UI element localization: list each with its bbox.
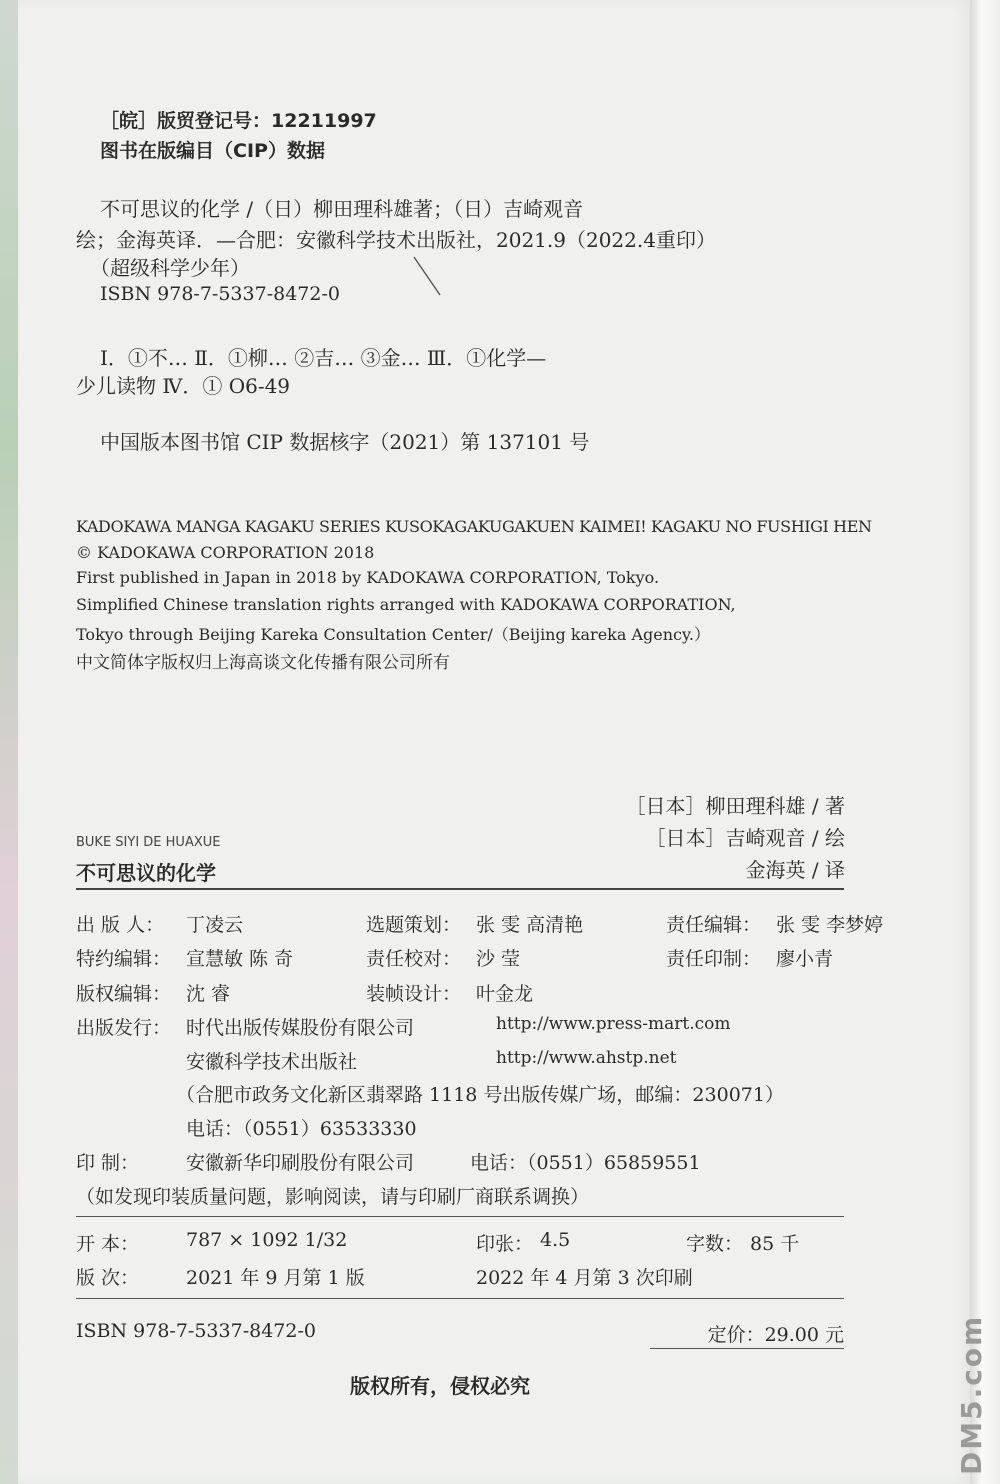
impression-value: 2022 年 4 月第 3 次印刷 [476, 1267, 693, 1289]
print-resp-name: 廖小青 [776, 948, 834, 970]
publisher-address: （合肥市政务文化新区翡翠路 1118 号出版传媒广场，邮编：230071） [176, 1084, 784, 1106]
special-editor-label: 特约编辑： [76, 948, 172, 970]
chinese-rights: 中文简体字版权归上海高谈文化传播有限公司所有 [76, 653, 450, 673]
special-editor-names: 宣慧敏 陈 奇 [186, 948, 294, 970]
translation-rights-2: Tokyo through Beijing Kareka Consultation Center/（Beijing kareka Agency.） [76, 625, 711, 644]
format-label: 开 本： [76, 1233, 140, 1255]
printer-name: 安徽新华印刷股份有限公司 [186, 1152, 415, 1174]
publisher-phone: 电话：（0551）63533330 [186, 1118, 417, 1140]
cip-classification-1: Ⅰ．①不… Ⅱ．①柳… ②吉… ③金… Ⅲ．①化学— [100, 346, 547, 370]
proof-label: 责任校对： [366, 948, 462, 970]
translator-credit: 金海英 / 译 [745, 858, 845, 882]
copyright-editor-name: 沈 睿 [186, 983, 231, 1005]
proof-name: 沙 莹 [476, 948, 521, 970]
copyright-editor-label: 版权编辑： [76, 983, 172, 1005]
words-value: 85 千 [750, 1233, 800, 1255]
design-label: 装帧设计： [366, 983, 462, 1005]
publisher-name: 丁凌云 [186, 914, 244, 936]
edition-label: 版 次： [76, 1267, 140, 1289]
words-label: 字数： [686, 1233, 744, 1255]
quality-note: （如发现印装质量问题，影响阅读，请与印刷厂商联系调换） [76, 1186, 590, 1208]
specs-rule-top [76, 1216, 844, 1217]
book-title: 不可思议的化学 [76, 861, 216, 885]
original-series-title: KADOKAWA MANGA KAGAKU SERIES KUSOKAGAKUGAKUEN KAIMEI! KAGAKU NO FUSHIGI HEN [76, 517, 872, 536]
publisher-url: http://www.ahstp.net [496, 1048, 677, 1068]
printer-phone: 电话：（0551）65859551 [470, 1152, 701, 1174]
sheets-value: 4.5 [540, 1229, 571, 1251]
cip-record-number: 中国版本图书馆 CIP 数据核字（2021）第 137101 号 [100, 430, 590, 454]
cip-line-1: 不可思议的化学 /（日）柳田理科雄著；（日）吉崎观音 [100, 197, 584, 221]
cip-line-2: 绘；金海英译．—合肥：安徽科学技术出版社，2021.9（2022.4重印） [76, 228, 716, 252]
copyright-warning: 版权所有，侵权必究 [350, 1374, 530, 1398]
format-value: 787 × 1092 1/32 [186, 1229, 348, 1251]
distributor-name: 时代出版传媒股份有限公司 [186, 1017, 415, 1039]
page-gutter [970, 0, 1000, 1484]
registration-number: ［皖］版贸登记号：12211997 [100, 110, 377, 132]
print-resp-label: 责任印制： [666, 948, 762, 970]
footer-isbn: ISBN 978-7-5337-8472-0 [76, 1320, 316, 1342]
specs-rule-bottom [76, 1298, 844, 1299]
copyright-page [18, 0, 970, 1484]
design-name: 叶金龙 [476, 983, 534, 1005]
pen-stroke-mark [410, 255, 460, 300]
cip-line-3: （超级科学少年） [90, 256, 250, 280]
publisher-house: 安徽科学技术出版社 [186, 1051, 358, 1073]
title-rule [76, 888, 844, 890]
editor-names: 张 雯 李梦婷 [776, 914, 884, 936]
site-watermark: DM5.com [955, 1314, 988, 1476]
distribution-label: 出版发行： [76, 1017, 172, 1039]
planning-names: 张 雯 高清艳 [476, 914, 584, 936]
cip-isbn: ISBN 978-7-5337-8472-0 [100, 283, 340, 305]
cip-classification-2: 少儿读物 Ⅳ．① O6-49 [76, 374, 291, 398]
publisher-label: 出 版 人： [76, 914, 165, 936]
cip-heading: 图书在版编目（CIP）数据 [100, 140, 325, 162]
distributor-url: http://www.press-mart.com [496, 1014, 731, 1034]
illustrator-credit: ［日本］吉崎观音 / 绘 [645, 826, 845, 850]
first-published: First published in Japan in 2018 by KADOKAWA CORPORATION, Tokyo. [76, 568, 660, 587]
sheets-label: 印张： [476, 1233, 534, 1255]
price: 定价：29.00 元 [707, 1324, 844, 1346]
price-rule [650, 1348, 844, 1349]
edition-value: 2021 年 9 月第 1 版 [186, 1267, 365, 1289]
title-pinyin: BUKE SIYI DE HUAXUE [76, 835, 221, 850]
copyright-notice: © KADOKAWA CORPORATION 2018 [76, 543, 375, 562]
translation-rights-1: Simplified Chinese translation rights arranged with KADOKAWA CORPORATION, [76, 595, 736, 614]
adjacent-page-edge [0, 0, 18, 1484]
planning-label: 选题策划： [366, 914, 462, 936]
printing-label: 印 制： [76, 1152, 140, 1174]
editor-label: 责任编辑： [666, 914, 762, 936]
author-credit: ［日本］柳田理科雄 / 著 [625, 794, 845, 818]
